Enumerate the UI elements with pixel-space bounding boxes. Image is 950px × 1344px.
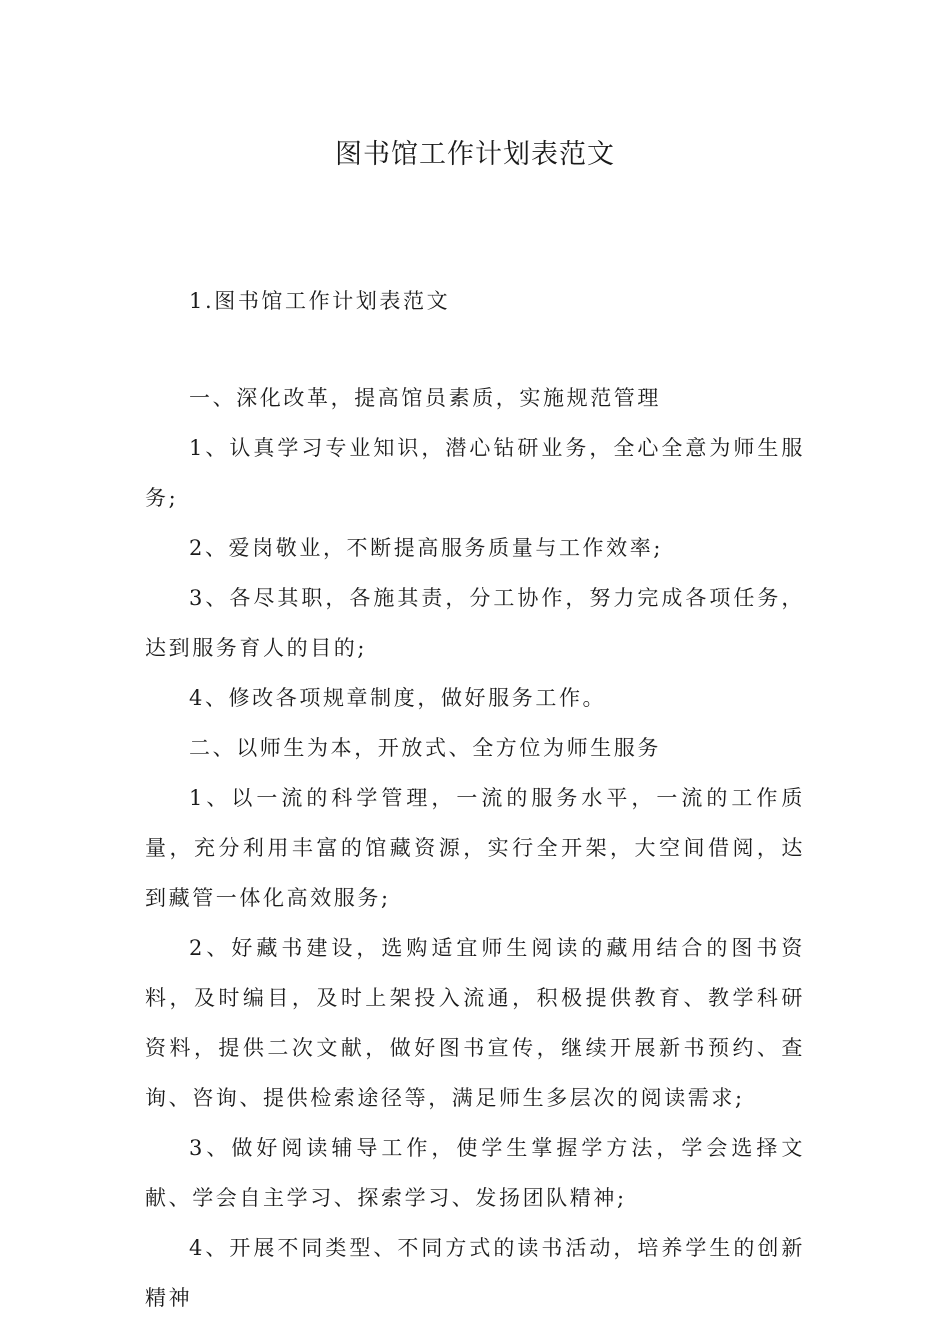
- paragraph-heading-1: 一、深化改革，提高馆员素质，实施规范管理: [189, 386, 661, 410]
- paragraph: 2、爱岗敬业，不断提高服务质量与工作效率;: [189, 536, 664, 560]
- section-subtitle-block: [145, 276, 805, 326]
- paragraph: 1、认真学习专业知识，潜心钻研业务，全心全意为师生服务;: [145, 436, 805, 510]
- document-body: [145, 373, 805, 1323]
- paragraph: 3、做好阅读辅导工作，使学生掌握学方法，学会选择文献、学会自主学习、探索学习、发扬团队精神;: [145, 1136, 805, 1210]
- paragraph: 2、好藏书建设，选购适宜师生阅读的藏用结合的图书资料，及时编目，及时上架投入流通，积极提供教育、教学科研资料，提供二次文献，做好图书宣传，继续开展新书预约、查询、咨询、提供检索途径等，满足师生多层次的阅读需求;: [145, 936, 805, 1110]
- paragraph: 4、开展不同类型、不同方式的读书活动，培养学生的创新精神: [145, 1236, 805, 1310]
- paragraph-heading-2: 二、以师生为本，开放式、全方位为师生服务: [189, 736, 661, 760]
- document-title: 图书馆工作计划表范文: [335, 139, 615, 170]
- paragraph: 3、各尽其职，各施其责，分工协作，努力完成各项任务，达到服务育人的目的;: [145, 586, 805, 660]
- section-subtitle: 1.图书馆工作计划表范文: [189, 289, 451, 313]
- paragraph: 1、以一流的科学管理，一流的服务水平，一流的工作质量，充分利用丰富的馆藏资源，实行全开架，大空间借阅，达到藏管一体化高效服务;: [145, 786, 805, 910]
- paragraph: 4、修改各项规章制度，做好服务工作。: [189, 686, 607, 710]
